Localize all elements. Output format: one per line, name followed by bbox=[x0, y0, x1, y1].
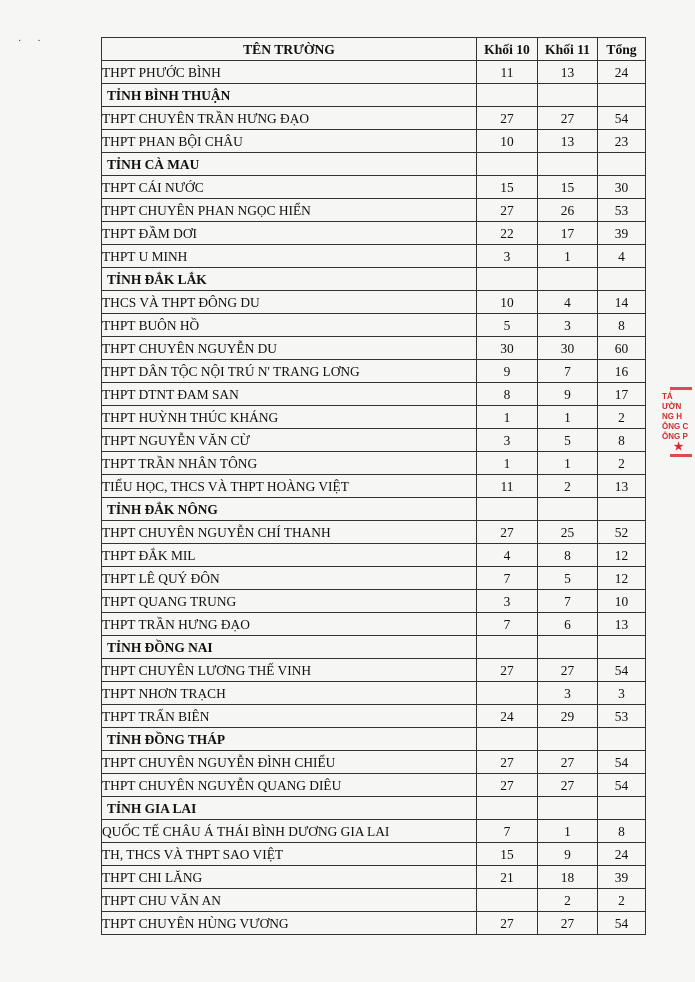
grade-11-count: 3 bbox=[538, 682, 598, 705]
province-name: TỈNH BÌNH THUẬN bbox=[102, 84, 477, 107]
school-name: THPT ĐẦM DƠI bbox=[102, 222, 477, 245]
table-row bbox=[102, 176, 646, 199]
total-count bbox=[598, 153, 646, 176]
table-row bbox=[102, 107, 646, 130]
grade-10-count: 3 bbox=[477, 429, 538, 452]
school-name: QUỐC TẾ CHÂU Á THÁI BÌNH DƯƠNG GIA LAI bbox=[102, 820, 477, 843]
grade-11-count: 1 bbox=[538, 245, 598, 268]
total-count: 16 bbox=[598, 360, 646, 383]
school-name: THPT CHUYÊN NGUYỄN DU bbox=[102, 337, 477, 360]
school-name: THPT LÊ QUÝ ĐÔN bbox=[102, 567, 477, 590]
province-name: TỈNH ĐẮK LẮK bbox=[102, 268, 477, 291]
total-count bbox=[598, 84, 646, 107]
grade-10-count bbox=[477, 636, 538, 659]
grade-11-count: 13 bbox=[538, 130, 598, 153]
grade-11-count bbox=[538, 153, 598, 176]
grade-11-count bbox=[538, 268, 598, 291]
grade-11-count: 25 bbox=[538, 521, 598, 544]
school-name: THPT CHUYÊN NGUYỄN QUANG DIÊU bbox=[102, 774, 477, 797]
grade-10-count: 15 bbox=[477, 176, 538, 199]
grade-10-count: 1 bbox=[477, 406, 538, 429]
table-row bbox=[102, 475, 646, 498]
school-name: THPT CHI LĂNG bbox=[102, 866, 477, 889]
header-grade-10: Khối 10 bbox=[477, 38, 538, 61]
grade-10-count: 27 bbox=[477, 659, 538, 682]
grade-11-count: 15 bbox=[538, 176, 598, 199]
total-count: 60 bbox=[598, 337, 646, 360]
table-header-row bbox=[102, 38, 646, 61]
stamp-text-line: ÔNG P bbox=[662, 432, 688, 441]
total-count: 8 bbox=[598, 314, 646, 337]
table-row bbox=[102, 222, 646, 245]
grade-10-count: 11 bbox=[477, 61, 538, 84]
total-count: 23 bbox=[598, 130, 646, 153]
total-count: 8 bbox=[598, 820, 646, 843]
grade-10-count: 27 bbox=[477, 912, 538, 935]
grade-11-count bbox=[538, 728, 598, 751]
grade-10-count: 10 bbox=[477, 291, 538, 314]
grade-10-count bbox=[477, 268, 538, 291]
grade-11-count: 5 bbox=[538, 429, 598, 452]
grade-10-count: 27 bbox=[477, 751, 538, 774]
school-name: THPT CHUYÊN LƯƠNG THẾ VINH bbox=[102, 659, 477, 682]
grade-11-count: 4 bbox=[538, 291, 598, 314]
table-row bbox=[102, 337, 646, 360]
table-row bbox=[102, 199, 646, 222]
grade-10-count bbox=[477, 153, 538, 176]
grade-11-count bbox=[538, 498, 598, 521]
table-row bbox=[102, 567, 646, 590]
school-name: THPT CHUYÊN NGUYỄN CHÍ THANH bbox=[102, 521, 477, 544]
province-name: TỈNH ĐỒNG NAI bbox=[102, 636, 477, 659]
grade-10-count: 7 bbox=[477, 567, 538, 590]
grade-10-count: 11 bbox=[477, 475, 538, 498]
school-name: THPT QUANG TRUNG bbox=[102, 590, 477, 613]
school-name: THPT CHUYÊN TRẦN HƯNG ĐẠO bbox=[102, 107, 477, 130]
grade-11-count: 26 bbox=[538, 199, 598, 222]
total-count: 2 bbox=[598, 406, 646, 429]
school-name: THPT DTNT ĐAM SAN bbox=[102, 383, 477, 406]
table-row bbox=[102, 130, 646, 153]
grade-10-count: 27 bbox=[477, 107, 538, 130]
grade-10-count bbox=[477, 682, 538, 705]
province-name: TỈNH GIA LAI bbox=[102, 797, 477, 820]
grade-10-count: 15 bbox=[477, 843, 538, 866]
school-name: TIỂU HỌC, THCS VÀ THPT HOÀNG VIỆT bbox=[102, 475, 477, 498]
table-row bbox=[102, 866, 646, 889]
grade-10-count: 27 bbox=[477, 521, 538, 544]
table-row bbox=[102, 406, 646, 429]
province-row bbox=[102, 636, 646, 659]
table-row bbox=[102, 291, 646, 314]
grade-10-count: 21 bbox=[477, 866, 538, 889]
grade-10-count bbox=[477, 797, 538, 820]
grade-10-count: 27 bbox=[477, 774, 538, 797]
grade-11-count: 17 bbox=[538, 222, 598, 245]
grade-11-count bbox=[538, 636, 598, 659]
school-name: THPT NGUYỄN VĂN CỪ bbox=[102, 429, 477, 452]
total-count: 3 bbox=[598, 682, 646, 705]
grade-11-count: 30 bbox=[538, 337, 598, 360]
table-row bbox=[102, 774, 646, 797]
total-count: 12 bbox=[598, 544, 646, 567]
total-count: 54 bbox=[598, 107, 646, 130]
total-count: 13 bbox=[598, 475, 646, 498]
header-school-name: TÊN TRƯỜNG bbox=[102, 38, 477, 61]
province-row bbox=[102, 153, 646, 176]
school-name: THPT CHUYÊN NGUYỄN ĐÌNH CHIỂU bbox=[102, 751, 477, 774]
school-name: THPT TRẦN HƯNG ĐẠO bbox=[102, 613, 477, 636]
school-name: THPT CÁI NƯỚC bbox=[102, 176, 477, 199]
grade-10-count: 5 bbox=[477, 314, 538, 337]
total-count: 24 bbox=[598, 61, 646, 84]
grade-11-count bbox=[538, 797, 598, 820]
scan-marks: ·· bbox=[18, 36, 57, 47]
grade-11-count bbox=[538, 84, 598, 107]
header-total: Tổng bbox=[598, 38, 646, 61]
table-row bbox=[102, 245, 646, 268]
grade-10-count: 8 bbox=[477, 383, 538, 406]
school-name: THPT HUỲNH THÚC KHÁNG bbox=[102, 406, 477, 429]
grade-11-count: 1 bbox=[538, 452, 598, 475]
school-name: THPT TRẦN NHÂN TÔNG bbox=[102, 452, 477, 475]
school-name: THPT ĐẮK MIL bbox=[102, 544, 477, 567]
total-count: 4 bbox=[598, 245, 646, 268]
grade-10-count: 7 bbox=[477, 820, 538, 843]
header-grade-11: Khối 11 bbox=[538, 38, 598, 61]
total-count: 30 bbox=[598, 176, 646, 199]
grade-10-count: 7 bbox=[477, 613, 538, 636]
total-count: 39 bbox=[598, 222, 646, 245]
total-count: 54 bbox=[598, 774, 646, 797]
table-row bbox=[102, 314, 646, 337]
total-count bbox=[598, 498, 646, 521]
grade-11-count: 8 bbox=[538, 544, 598, 567]
school-name: THCS VÀ THPT ĐÔNG DU bbox=[102, 291, 477, 314]
grade-11-count: 27 bbox=[538, 107, 598, 130]
table-row bbox=[102, 705, 646, 728]
grade-10-count bbox=[477, 728, 538, 751]
stamp-text-line: TÁ bbox=[662, 392, 673, 401]
school-name: THPT TRẤN BIÊN bbox=[102, 705, 477, 728]
table-row bbox=[102, 590, 646, 613]
province-row bbox=[102, 728, 646, 751]
total-count: 52 bbox=[598, 521, 646, 544]
grade-11-count: 2 bbox=[538, 889, 598, 912]
school-name: THPT CHUYÊN HÙNG VƯƠNG bbox=[102, 912, 477, 935]
grade-10-count: 27 bbox=[477, 199, 538, 222]
grade-10-count: 10 bbox=[477, 130, 538, 153]
total-count: 39 bbox=[598, 866, 646, 889]
grade-11-count: 27 bbox=[538, 751, 598, 774]
grade-10-count: 30 bbox=[477, 337, 538, 360]
total-count: 54 bbox=[598, 912, 646, 935]
school-name: THPT U MINH bbox=[102, 245, 477, 268]
table-row bbox=[102, 682, 646, 705]
school-name: THPT PHAN BỘI CHÂU bbox=[102, 130, 477, 153]
table-row bbox=[102, 61, 646, 84]
total-count: 17 bbox=[598, 383, 646, 406]
stamp-text-line: ƯỜN bbox=[662, 402, 682, 411]
total-count: 14 bbox=[598, 291, 646, 314]
total-count: 24 bbox=[598, 843, 646, 866]
province-row bbox=[102, 84, 646, 107]
stamp-bar bbox=[670, 387, 692, 390]
total-count: 8 bbox=[598, 429, 646, 452]
table-row bbox=[102, 383, 646, 406]
grade-11-count: 18 bbox=[538, 866, 598, 889]
school-name: THPT NHƠN TRẠCH bbox=[102, 682, 477, 705]
table-row bbox=[102, 429, 646, 452]
grade-10-count: 22 bbox=[477, 222, 538, 245]
table-row bbox=[102, 912, 646, 935]
grade-11-count: 27 bbox=[538, 659, 598, 682]
total-count bbox=[598, 728, 646, 751]
province-name: TỈNH CÀ MAU bbox=[102, 153, 477, 176]
grade-11-count: 27 bbox=[538, 912, 598, 935]
table-body bbox=[102, 61, 646, 935]
total-count: 13 bbox=[598, 613, 646, 636]
stamp-text-line: NG H bbox=[662, 412, 682, 421]
grade-11-count: 3 bbox=[538, 314, 598, 337]
total-count bbox=[598, 636, 646, 659]
grade-10-count: 1 bbox=[477, 452, 538, 475]
grade-10-count: 3 bbox=[477, 590, 538, 613]
grade-11-count: 27 bbox=[538, 774, 598, 797]
total-count: 12 bbox=[598, 567, 646, 590]
table-row bbox=[102, 751, 646, 774]
province-row bbox=[102, 797, 646, 820]
table-row bbox=[102, 820, 646, 843]
grade-11-count: 9 bbox=[538, 843, 598, 866]
province-row bbox=[102, 268, 646, 291]
grade-11-count: 5 bbox=[538, 567, 598, 590]
total-count: 54 bbox=[598, 659, 646, 682]
grade-11-count: 1 bbox=[538, 406, 598, 429]
grade-10-count bbox=[477, 889, 538, 912]
grade-11-count: 1 bbox=[538, 820, 598, 843]
table-row bbox=[102, 613, 646, 636]
grade-10-count: 24 bbox=[477, 705, 538, 728]
total-count: 2 bbox=[598, 889, 646, 912]
table-row bbox=[102, 521, 646, 544]
grade-11-count: 7 bbox=[538, 590, 598, 613]
table-row bbox=[102, 544, 646, 567]
school-name: THPT PHƯỚC BÌNH bbox=[102, 61, 477, 84]
school-name: THPT CHUYÊN PHAN NGỌC HIỂN bbox=[102, 199, 477, 222]
grade-11-count: 6 bbox=[538, 613, 598, 636]
school-name: THPT DÂN TỘC NỘI TRÚ N' TRANG LƠNG bbox=[102, 360, 477, 383]
grade-11-count: 9 bbox=[538, 383, 598, 406]
grade-11-count: 7 bbox=[538, 360, 598, 383]
grade-11-count: 2 bbox=[538, 475, 598, 498]
school-name: TH, THCS VÀ THPT SAO VIỆT bbox=[102, 843, 477, 866]
total-count: 2 bbox=[598, 452, 646, 475]
total-count: 53 bbox=[598, 199, 646, 222]
school-name: THPT CHU VĂN AN bbox=[102, 889, 477, 912]
total-count: 10 bbox=[598, 590, 646, 613]
table-row bbox=[102, 889, 646, 912]
province-name: TỈNH ĐỒNG THÁP bbox=[102, 728, 477, 751]
grade-10-count: 4 bbox=[477, 544, 538, 567]
grade-10-count: 3 bbox=[477, 245, 538, 268]
stamp-star-icon: ★ bbox=[673, 441, 684, 453]
table-row bbox=[102, 360, 646, 383]
table-row bbox=[102, 659, 646, 682]
grade-11-count: 29 bbox=[538, 705, 598, 728]
grade-10-count: 9 bbox=[477, 360, 538, 383]
province-name: TỈNH ĐẮK NÔNG bbox=[102, 498, 477, 521]
school-name: THPT BUÔN HỒ bbox=[102, 314, 477, 337]
stamp-text-line: ÔNG C bbox=[662, 422, 689, 431]
total-count bbox=[598, 797, 646, 820]
total-count bbox=[598, 268, 646, 291]
grade-10-count bbox=[477, 84, 538, 107]
total-count: 54 bbox=[598, 751, 646, 774]
red-stamp bbox=[662, 385, 695, 495]
total-count: 53 bbox=[598, 705, 646, 728]
table-row bbox=[102, 843, 646, 866]
province-row bbox=[102, 498, 646, 521]
school-quota-table bbox=[101, 37, 646, 935]
stamp-bar bbox=[670, 454, 692, 457]
table-row bbox=[102, 452, 646, 475]
grade-10-count bbox=[477, 498, 538, 521]
grade-11-count: 13 bbox=[538, 61, 598, 84]
